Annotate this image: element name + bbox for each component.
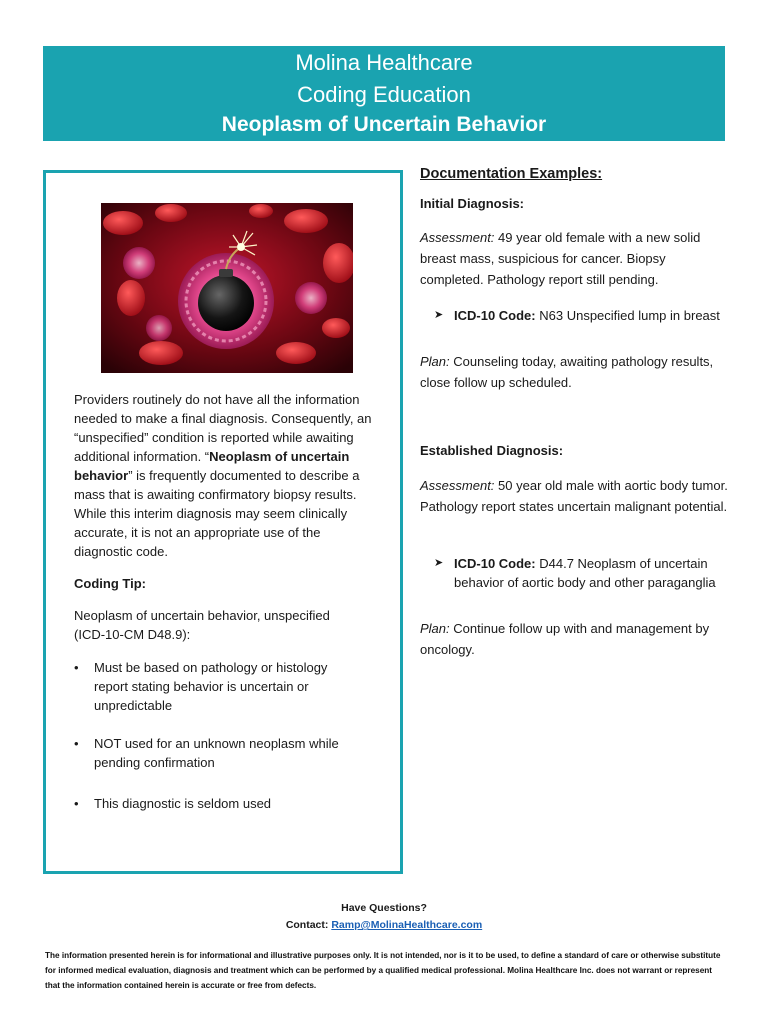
questions-heading: Have Questions? (341, 902, 427, 914)
plan-text: Counseling today, awaiting pathology results, close follow up scheduled. (420, 354, 714, 390)
bullet-icon: • (74, 660, 79, 675)
banner-subtitle: Coding Education (297, 82, 471, 107)
arrow-bullet-icon: ➤ (434, 557, 444, 569)
bullet-text: Must be based on pathology or histology report stating behavior is uncertain or unpredictable (94, 660, 328, 713)
coding-tip-label: Coding Tip: (74, 576, 146, 591)
established-icd-code (434, 554, 724, 592)
plan-label: Plan: (420, 354, 450, 369)
intro-bold-term: Neoplasm of uncertain behavior (74, 449, 350, 483)
contact-email-link[interactable]: Ramp@MolinaHealthcare.com (331, 919, 483, 931)
assessment-label: Assessment: (420, 478, 495, 493)
plan-text: Continue follow up with and management by oncology. (420, 621, 710, 657)
page-title: Neoplasm of Uncertain Behavior (221, 113, 547, 136)
intro-text-a: Providers routinely do not have all the information needed to make a final diagnosis. Consequently, an “unspecified” condition is reported while awaiting additional information. “ (74, 392, 372, 464)
icd-label: ICD-10 Code: (454, 556, 536, 571)
coding-tip-text: Neoplasm of uncertain behavior, unspecified (ICD-10-CM D48.9): (74, 608, 330, 642)
header-banner (43, 46, 725, 141)
bullet-icon: • (74, 736, 79, 751)
intro-paragraph (74, 390, 374, 561)
contact-line (0, 919, 768, 931)
contact-label: Contact: (285, 919, 332, 931)
initial-icd-code (434, 306, 724, 325)
initial-assessment (420, 227, 730, 290)
arrow-bullet-icon: ➤ (434, 309, 444, 321)
banner-org: Molina Healthcare (295, 50, 473, 75)
established-assessment (420, 475, 730, 517)
list-item (74, 734, 354, 772)
section-heading: Documentation Examples: (420, 166, 603, 182)
initial-diagnosis-label: Initial Diagnosis: (420, 196, 525, 211)
icd-label: ICD-10 Code: (454, 308, 536, 323)
disclaimer-text: The information presented herein is for informational and illustrative purposes only. It is not intended, nor is it to be used, to define a standard of care or otherwise substitute for informed medical evaluation, diagnosis and treatment which can be performed by a qualified medical professional. Molina Healthcare Inc. does not warrant or represent that the information contained herein is accurate or free from defects. (45, 951, 721, 990)
assessment-text: 50 year old male with aortic body tumor. Pathology report states uncertain malignant potential. (420, 478, 728, 514)
icd-text: N63 Unspecified lump in breast (535, 308, 720, 323)
intro-text-b: ” is frequently documented to describe a mass that is awaiting confirmatory biopsy results. While this interim diagnosis may seem clinically accurate, it is not an appropriate use of the diagnostic code. (74, 468, 360, 559)
cancer-cell-bomb-illustration (101, 203, 353, 373)
plan-label: Plan: (420, 621, 450, 636)
bullet-text: This diagnostic is seldom used (94, 796, 272, 811)
list-item (74, 794, 354, 813)
established-plan (420, 618, 730, 660)
assessment-label: Assessment: (420, 230, 495, 245)
icd-text: D44.7 Neoplasm of uncertain behavior of aortic body and other paraganglia (454, 556, 716, 590)
assessment-text: 49 year old female with a new solid breast mass, suspicious for cancer. Biopsy completed. Pathology report still pending. (420, 230, 701, 287)
list-item (74, 658, 354, 715)
bullet-text: NOT used for an unknown neoplasm while pending confirmation (94, 736, 339, 770)
info-panel (43, 170, 403, 874)
established-diagnosis-label: Established Diagnosis: (420, 443, 564, 458)
bullet-icon: • (74, 796, 79, 811)
initial-plan (420, 351, 730, 393)
illustration-svg (101, 203, 353, 373)
